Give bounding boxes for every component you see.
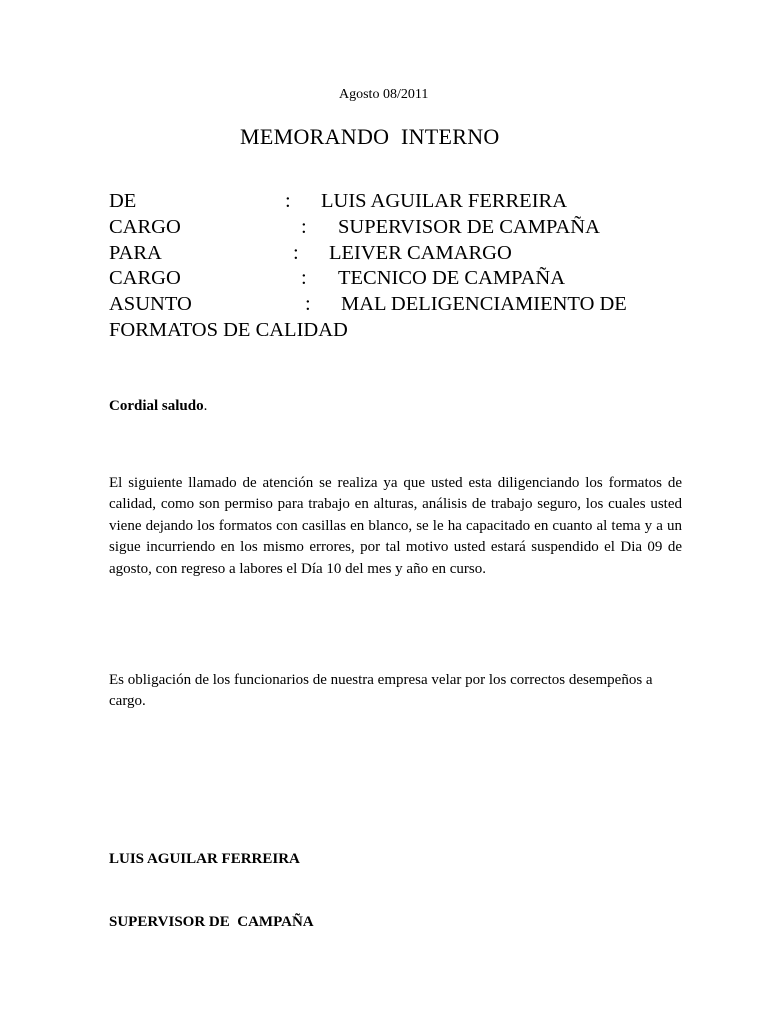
header-value: SUPERVISOR DE CAMPAÑA	[338, 215, 600, 238]
header-value: TECNICO DE CAMPAÑA	[338, 267, 566, 290]
header-colon: :	[293, 241, 299, 264]
greeting-punct: .	[203, 398, 208, 414]
memo-title: MEMORANDO INTERNO	[240, 124, 500, 149]
header-row-cargo	[109, 215, 709, 241]
header-row-de	[109, 189, 709, 215]
header-row-asunto	[109, 292, 709, 318]
header-label: CARGO	[109, 267, 181, 290]
memo-date: Agosto 08/2011	[339, 87, 429, 102]
header-colon: :	[305, 293, 311, 316]
header-value: LEIVER CAMARGO	[329, 241, 512, 264]
header-colon: :	[285, 190, 291, 212]
greeting	[109, 398, 207, 415]
header-colon: :	[301, 215, 307, 238]
greeting-text: Cordial saludo	[109, 398, 204, 414]
header-row-para	[109, 241, 709, 267]
header-label: DE	[109, 190, 137, 212]
header-label: PARA	[109, 241, 162, 264]
memo-header	[109, 189, 709, 344]
header-colon: :	[301, 267, 307, 290]
header-value: LUIS AGUILAR FERREIRA	[321, 190, 568, 212]
signature-block	[109, 807, 314, 975]
header-row-cargo-2	[109, 266, 709, 292]
body-paragraph-2: Es obligación de los funcionarios de nuestra empresa velar por los correctos desempeños a cargo.	[109, 672, 653, 710]
signature-name: LUIS AGUILAR FERREIRA	[109, 851, 300, 867]
header-label: CARGO	[109, 215, 181, 238]
header-label: ASUNTO	[109, 293, 192, 316]
header-value: MAL DELIGENCIAMIENTO DE	[341, 293, 627, 316]
body-paragraph-1: El siguiente llamado de atención se realiza ya que usted esta diligenciando los formatos de calidad, como son permiso para trabajo en alturas, análisis de trabajo seguro, los cuales usted viene dejando los formatos con casillas en blanco, se le ha capacitado en cuanto al tema y a un sigue incurriendo en los mismo errores, por tal motivo usted estará suspendido el Dia 09 de agosto, con regreso a labores el Día 10 del mes y año en curso.	[109, 475, 682, 577]
signature-title: SUPERVISOR DE CAMPAÑA	[109, 914, 314, 930]
header-row-continuation	[109, 318, 709, 344]
header-continuation: FORMATOS DE CALIDAD	[109, 318, 348, 341]
